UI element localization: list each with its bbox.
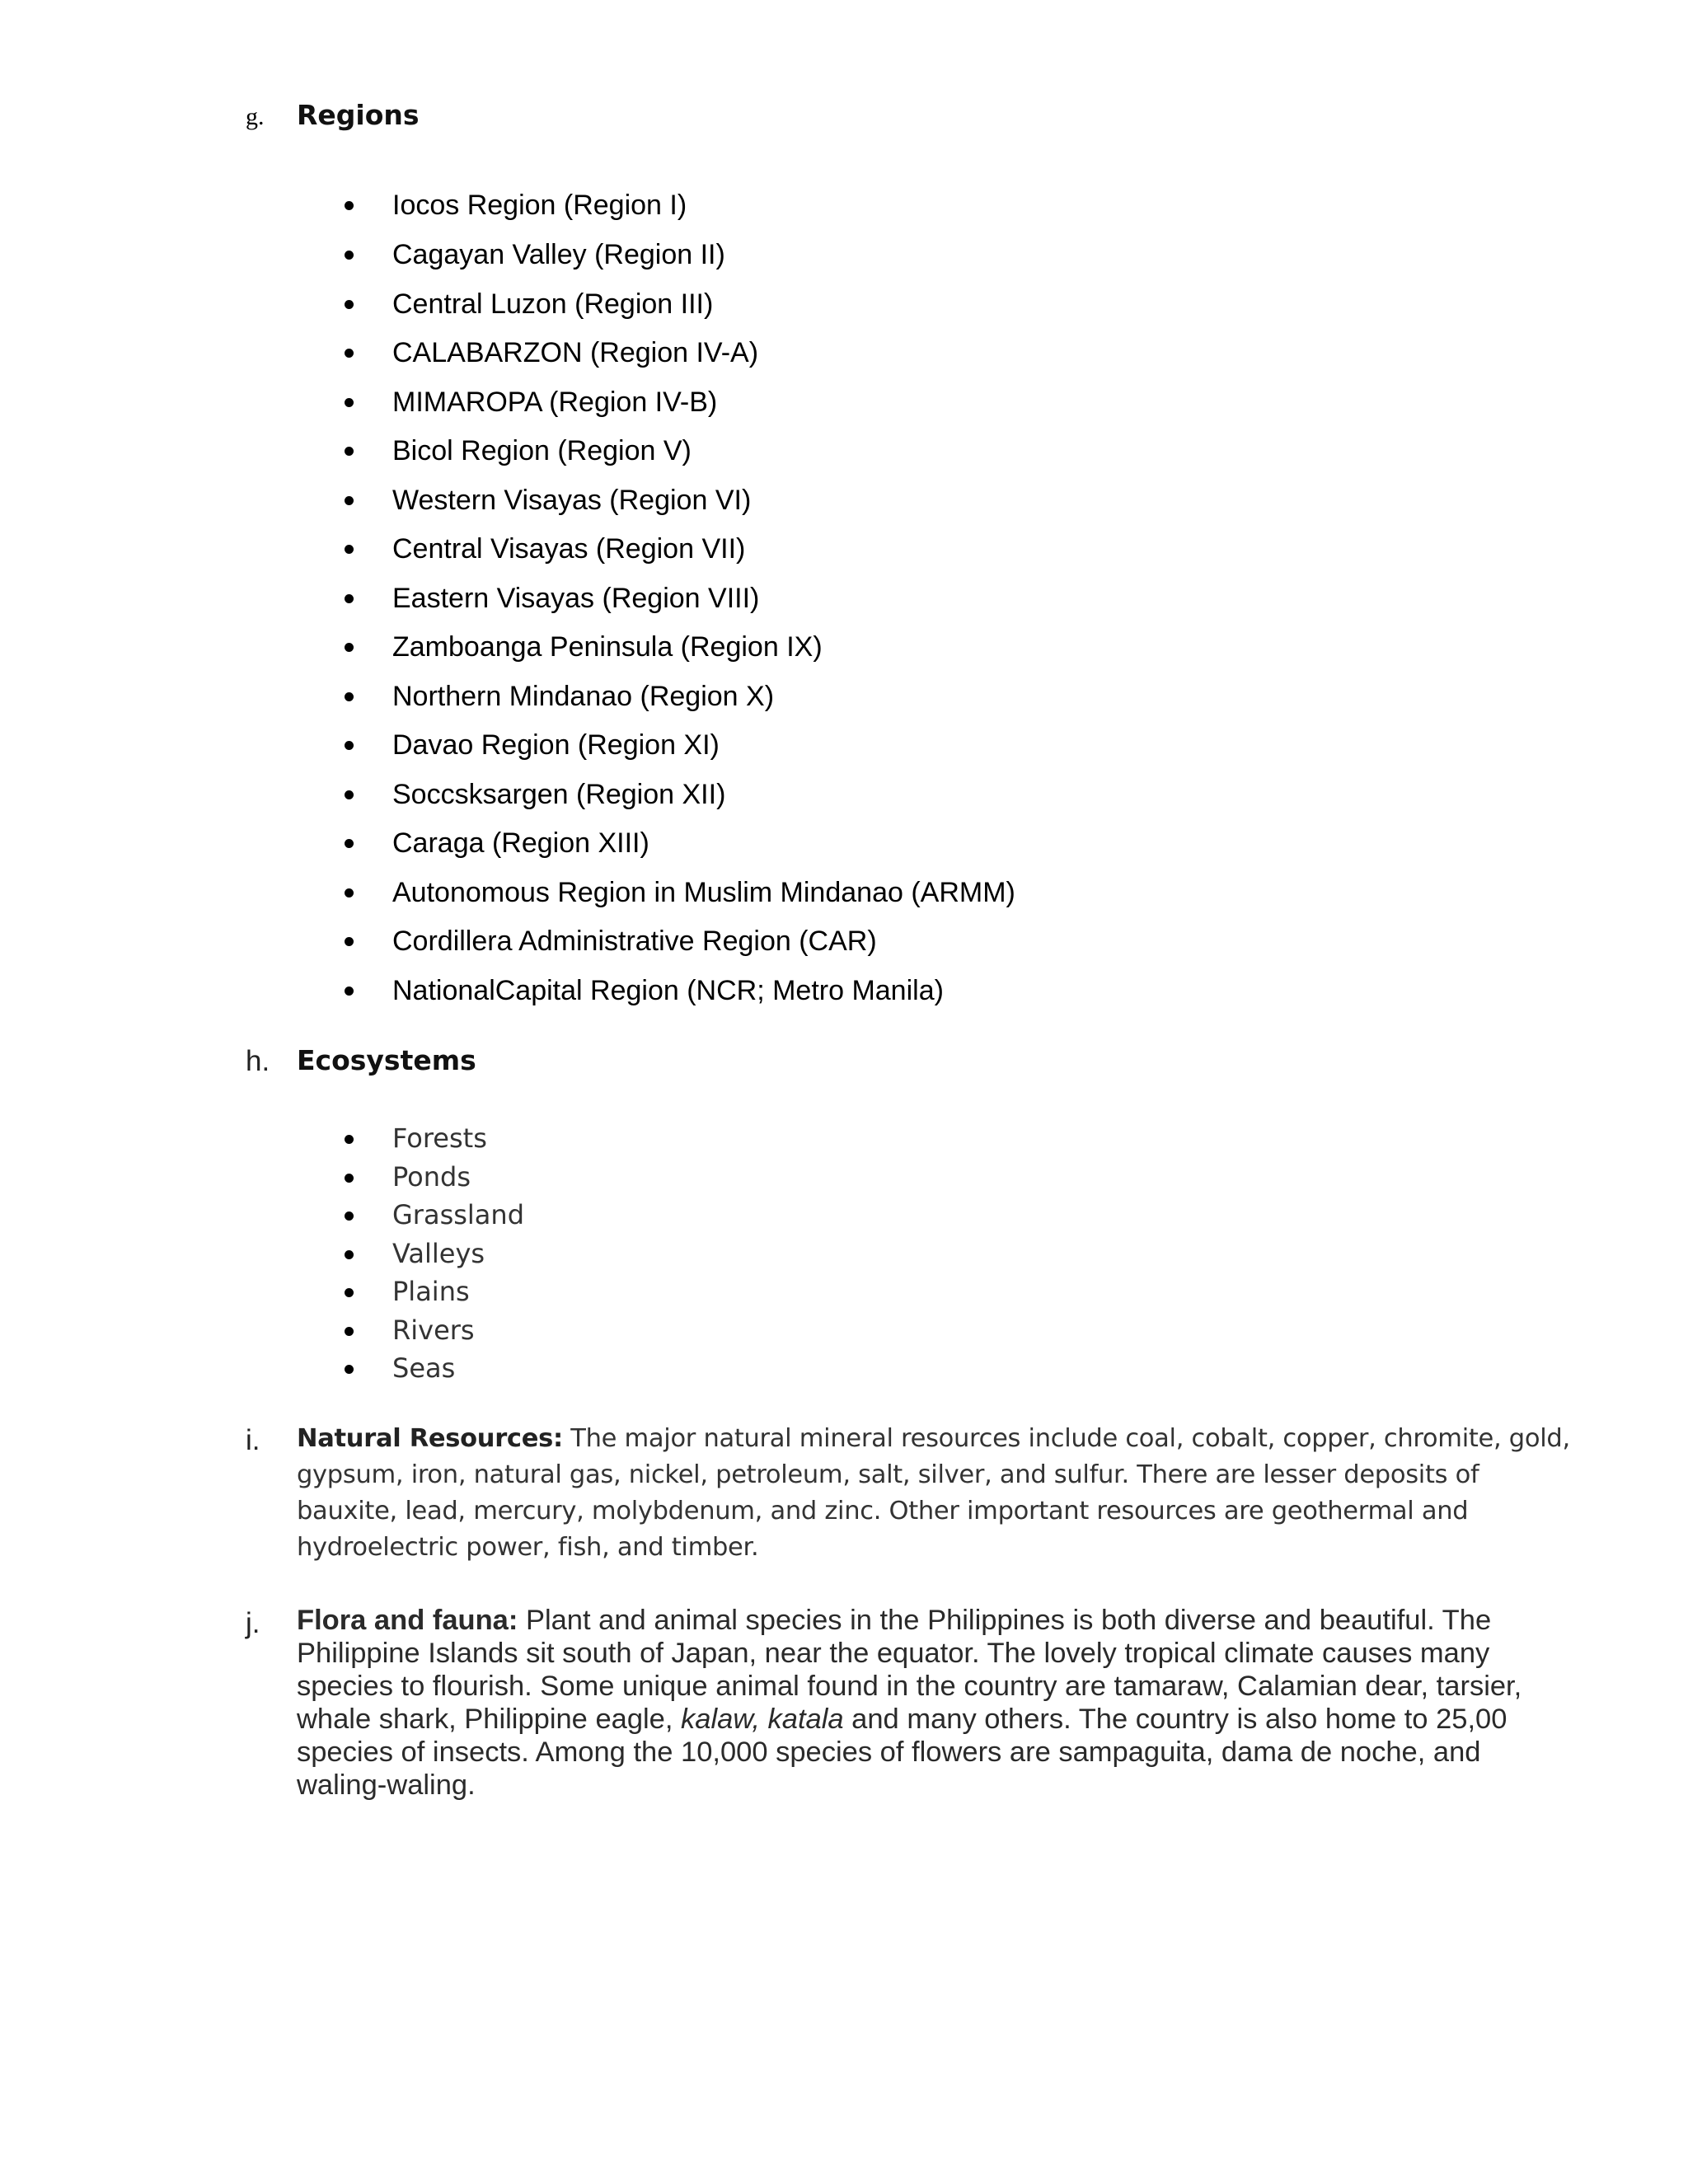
section-title-regions: Regions: [297, 99, 420, 131]
document-page: g. Regions Iocos Region (Region I) Cagayan Valley (Region II) Central Luzon (Region III) CALABARZON (Region IV-A) MIMAROPA (Region IV-B) Bicol Region (Region V) Western Visayas (Region VI) Central Visayas (Region VII) Eastern Visayas (Region VIII) Zamboanga Peninsula (Region IX) Northern Mindanao (Region X) Davao Region (Region XI) Soccsksargen (Region XII) Caraga (Region XIII) Autonomous Region in Muslim Mindanao (ARMM) Cordillera Administrative Region (CAR) NationalCapital Region (NCR; Metro Manila) h. Ecosystems Forests Ponds Grassland Valleys Plains Rivers Seas i. Natural Resources: The major natural mineral resources include coal, cobalt, copper, chromite, gold, gypsum, iron, natural gas, nickel, petroleum, salt, silver, and sulfur. There are lesser deposits of bauxite, lead, mercury, molybdenum, and zinc. Other important resources are geothermal and hydroelectric power, fish, and timber. j. Flora and fauna: Plant and animal species in the Philippines is both diverse and beautiful. The Philippine Islands sit south of Japan, near the equator. The lovely tropical climate causes many species to flourish. Some unique animal found in the country are tamaraw, Calamian dear, tarsier, whale shark, Philippine eagle, kalaw, katala and many others. The country is also home to 25,00 species of insects. Among the 10,000 species of flowers are sampaguita, dama de noche, and waling-waling.: [0, 0, 1688, 2184]
bullet-icon: [345, 1250, 354, 1259]
bullet-icon: [345, 987, 354, 996]
bullet-icon: [345, 839, 354, 848]
bullet-icon: [345, 1212, 354, 1221]
bullet-icon: [345, 398, 354, 407]
natural-resources-paragraph: [297, 1421, 1574, 1566]
bullet-icon: [345, 201, 354, 210]
bullet-icon: [345, 1365, 354, 1374]
section-marker-h: h.: [246, 1045, 270, 1077]
bullet-icon: [345, 937, 354, 946]
natural-resources-lead: Natural Resources:: [297, 1424, 563, 1453]
section-marker-i: i.: [246, 1424, 260, 1456]
bullet-icon: [345, 1174, 354, 1183]
bullet-icon: [345, 888, 354, 898]
flora-fauna-lead: Flora and fauna:: [297, 1605, 518, 1636]
flora-fauna-text-1: Plant and animal species in the Philippines is both diverse and beautiful. The Philippine Islands sit south of Japan, near the equator. The lovely tropical climate causes many species to flourish. Some unique animal found in the country are tamaraw, Calamian dear, tarsier, whale shark, Philippine eagle,: [297, 1605, 1522, 1735]
bullet-icon: [345, 545, 354, 554]
bullet-icon: [345, 741, 354, 750]
natural-resources-text: The major natural mineral resources include coal, cobalt, copper, chromite, gold, gypsum, iron, natural gas, nickel, petroleum, salt, silver, and sulfur. There are lesser deposits of bauxite, lead, mercury, molybdenum, and zinc. Other important resources are geothermal and hydroelectric power, fish, and timber.: [297, 1424, 1570, 1562]
bullet-icon: [345, 643, 354, 652]
bullet-icon: [345, 496, 354, 505]
bullet-icon: [345, 447, 354, 456]
section-marker-j: j.: [246, 1607, 260, 1639]
flora-fauna-text-2: and many others. The country is also home to 25,00 species of insects. Among the 10,000 species of flowers are sampaguita, dama de noche, and waling-waling.: [297, 1704, 1507, 1801]
section-marker-g: g.: [246, 103, 265, 130]
bullet-icon: [345, 594, 354, 603]
bullet-icon: [345, 300, 354, 309]
bullet-icon: [345, 1135, 354, 1144]
flora-fauna-italic: kalaw, katala: [681, 1704, 844, 1735]
bullet-icon: [345, 349, 354, 358]
bullet-icon: [345, 692, 354, 701]
bullet-icon: [345, 790, 354, 799]
bullet-icon: [345, 251, 354, 260]
bullet-icon: [345, 1288, 354, 1297]
section-title-ecosystems: Ecosystems: [297, 1044, 476, 1076]
flora-fauna-paragraph: [297, 1604, 1574, 1802]
bullet-icon: [345, 1327, 354, 1336]
